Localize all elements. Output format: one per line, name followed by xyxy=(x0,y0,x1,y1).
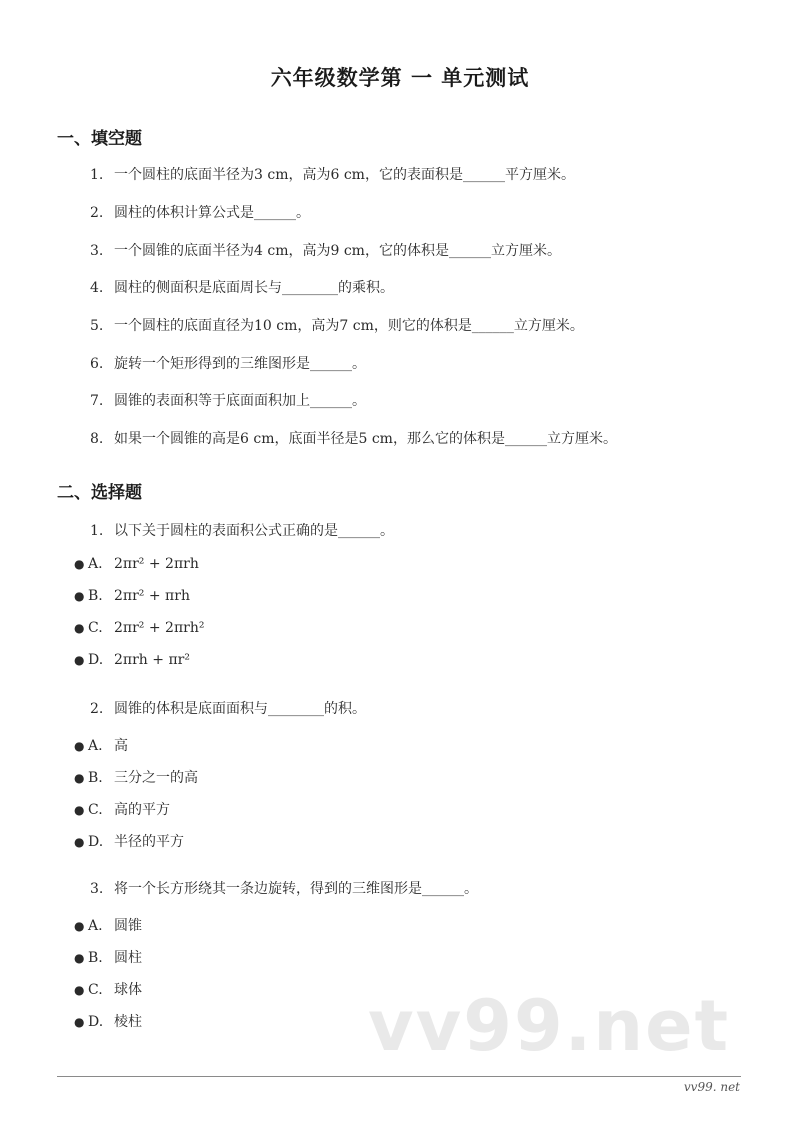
bullet-icon: ● xyxy=(74,557,85,571)
option-item xyxy=(74,799,170,819)
bullet-icon: ● xyxy=(74,983,85,997)
question-item xyxy=(90,315,584,335)
question-item xyxy=(90,428,617,448)
question-text: 圆柱的体积计算公式是______。 xyxy=(114,205,310,221)
option-item xyxy=(74,831,184,851)
option-text: 2πr² + πrh xyxy=(114,588,190,604)
question-item xyxy=(90,202,310,222)
option-letter: D. xyxy=(88,652,104,668)
page-title: 六年级数学第 一 单元测试 xyxy=(270,66,530,90)
question-number: 3. xyxy=(90,243,104,259)
bullet-icon: ● xyxy=(74,951,85,965)
bullet-icon: ● xyxy=(74,621,85,635)
option-text: 圆锥 xyxy=(114,918,142,934)
question-text: 旋转一个矩形得到的三维图形是______。 xyxy=(114,356,366,372)
option-item xyxy=(74,556,199,572)
footer-site-label: vv99. net xyxy=(683,1080,740,1094)
question-number: 3. xyxy=(90,881,104,897)
question-number: 1. xyxy=(90,523,104,539)
question-number: 4. xyxy=(90,280,104,296)
option-text: 半径的平方 xyxy=(114,834,184,850)
question-number: 2. xyxy=(90,701,104,717)
question-number: 2. xyxy=(90,205,104,221)
option-text: 三分之一的高 xyxy=(114,770,198,786)
question-item xyxy=(90,390,366,410)
question-text: 如果一个圆锥的高是6 cm，底面半径是5 cm，那么它的体积是______立方厘米。 xyxy=(114,431,617,447)
option-letter: C. xyxy=(88,982,103,998)
option-item xyxy=(74,915,142,935)
question-number: 7. xyxy=(90,393,104,409)
bullet-icon: ● xyxy=(74,739,85,753)
option-item xyxy=(74,947,142,967)
bullet-icon: ● xyxy=(74,835,85,849)
bullet-icon: ● xyxy=(74,589,85,603)
option-text: 2πr² + 2πrh xyxy=(114,556,199,572)
question-item xyxy=(90,277,394,297)
bullet-icon: ● xyxy=(74,919,85,933)
question-text: 圆锥的表面积等于底面面积加上______。 xyxy=(114,393,366,409)
option-letter: B. xyxy=(88,588,103,604)
question-text: 圆柱的侧面积是底面周长与________的乘积。 xyxy=(114,280,394,296)
option-item xyxy=(74,1011,142,1031)
option-item xyxy=(74,735,128,755)
question-item xyxy=(90,164,575,184)
option-letter: D. xyxy=(88,1014,104,1030)
question-number: 6. xyxy=(90,356,104,372)
option-text: 棱柱 xyxy=(114,1014,142,1030)
option-item xyxy=(74,620,204,636)
footer-divider xyxy=(57,1076,741,1077)
question-item xyxy=(90,240,561,260)
bullet-icon: ● xyxy=(74,653,85,667)
question-text: 一个圆柱的底面半径为3 cm，高为6 cm，它的表面积是______平方厘米。 xyxy=(114,167,575,183)
question-text: 将一个长方形绕其一条边旋转，得到的三维图形是______。 xyxy=(114,881,478,897)
question-text: 一个圆锥的底面半径为4 cm，高为9 cm，它的体积是______立方厘米。 xyxy=(114,243,561,259)
question-item xyxy=(90,353,366,373)
bullet-icon: ● xyxy=(74,1015,85,1029)
question-item xyxy=(90,878,478,898)
bullet-icon: ● xyxy=(74,803,85,817)
option-letter: A. xyxy=(88,556,103,572)
option-text: 圆柱 xyxy=(114,950,142,966)
option-letter: A. xyxy=(88,918,103,934)
watermark: vv99.net xyxy=(368,985,731,1067)
option-letter: D. xyxy=(88,834,104,850)
option-letter: B. xyxy=(88,770,103,786)
option-text: 高 xyxy=(114,738,128,754)
option-item xyxy=(74,588,190,604)
option-text: 2πr² + 2πrh² xyxy=(114,620,205,636)
option-letter: B. xyxy=(88,950,103,966)
section-heading-multiple-choice: 二、选择题 xyxy=(57,483,142,503)
question-text: 圆锥的体积是底面面积与________的积。 xyxy=(114,701,366,717)
bullet-icon: ● xyxy=(74,771,85,785)
question-text: 以下关于圆柱的表面积公式正确的是______。 xyxy=(114,523,394,539)
question-number: 5. xyxy=(90,318,104,334)
section-heading-fill-blank: 一、填空题 xyxy=(57,129,142,149)
option-letter: C. xyxy=(88,802,103,818)
option-letter: A. xyxy=(88,738,103,754)
option-item xyxy=(74,652,190,668)
option-text: 球体 xyxy=(114,982,142,998)
question-text: 一个圆柱的底面直径为10 cm，高为7 cm，则它的体积是______立方厘米。 xyxy=(114,318,584,334)
question-number: 1. xyxy=(90,167,104,183)
question-item xyxy=(90,520,394,540)
option-text: 2πrh + πr² xyxy=(114,652,190,668)
question-number: 8. xyxy=(90,431,104,447)
question-item xyxy=(90,698,366,718)
option-item xyxy=(74,767,198,787)
option-item xyxy=(74,979,142,999)
option-letter: C. xyxy=(88,620,103,636)
option-text: 高的平方 xyxy=(114,802,170,818)
